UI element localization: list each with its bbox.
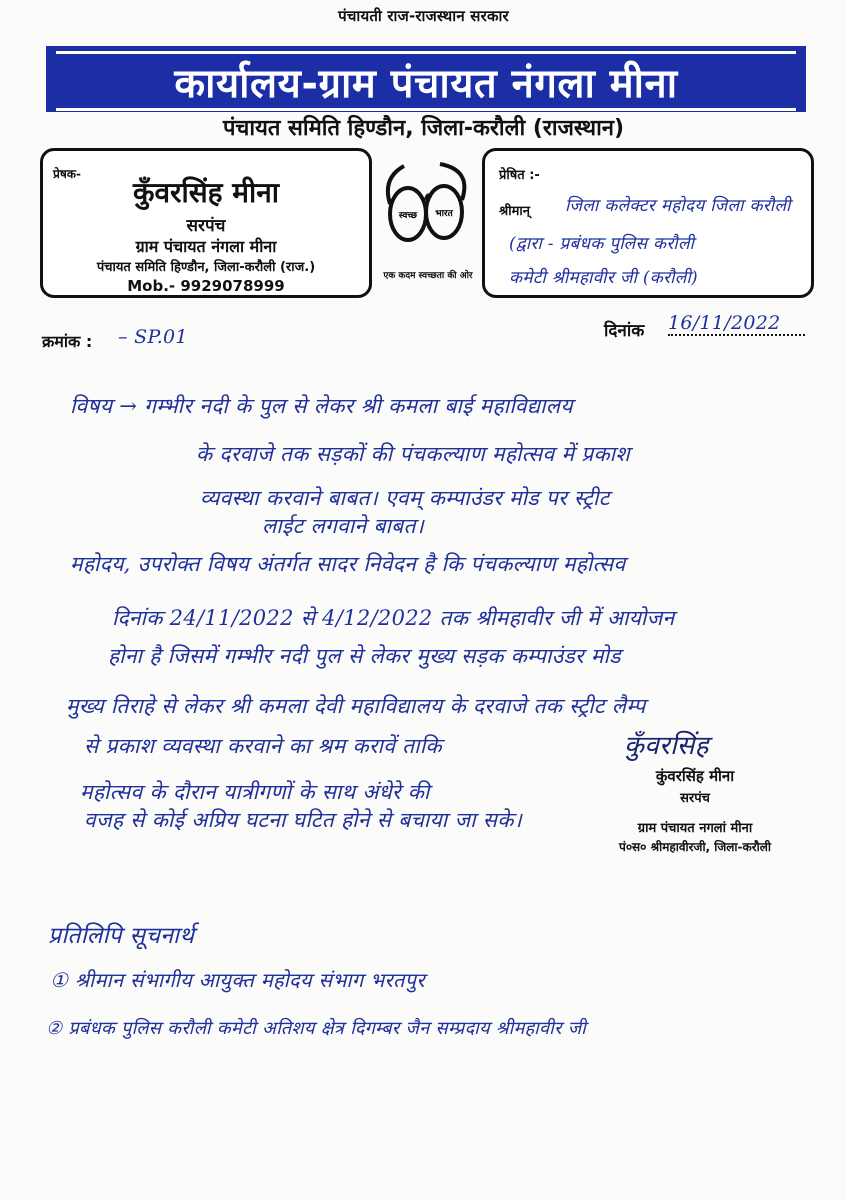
recipient-line: (द्वारा - प्रबंधक पुलिस करौली: [509, 234, 695, 254]
date-label: दिनांक: [604, 321, 645, 341]
subject-line: लाईट लगवाने बाबत।: [262, 514, 425, 538]
sender-box: [40, 148, 372, 298]
office-subtitle: पंचायत समिति हिण्डौन, जिला-करौली (राजस्थान): [222, 116, 625, 141]
subject-line: विषय → गम्भीर नदी के पुल से लेकर श्री कमला बाई महाविद्यालय: [70, 394, 573, 418]
subject-line: के दरवाजे तक सड़कों की पंचकल्याण महोत्सव में प्रकाश: [196, 442, 630, 466]
spectacles-icon: [380, 150, 476, 268]
recipient-box: [482, 148, 814, 298]
body-line: मुख्य तिराहे से लेकर श्री कमला देवी महाविद्यालय के दरवाजे तक स्ट्रीट लैम्प: [66, 694, 646, 718]
sender-designation: सरपंच: [186, 216, 226, 236]
recipient-line: जिला कलेक्टर महोदय जिला करौली: [565, 196, 791, 216]
body-line: से प्रकाश व्यवस्था करवाने का श्रम करावें ताकि: [84, 734, 442, 758]
swachh-bharat-logo: [380, 150, 476, 290]
body-line: महोत्सव के दौरान यात्रीगणों के साथ अंधेरे की: [80, 780, 430, 804]
signatory-panchayat: ग्राम पंचायत नगलां मीना: [637, 821, 753, 836]
logo-right-text: भारत: [435, 209, 453, 219]
sender-panchayat: ग्राम पंचायत नंगला मीना: [135, 237, 277, 256]
body-line: होना है जिसमें गम्भीर नदी पुल से लेकर मुख्य सड़क कम्पाउंडर मोड: [108, 644, 621, 668]
subject-line: व्यवस्था करवाने बाबत। एवम् कम्पाउंडर मोड पर स्ट्रीट: [200, 486, 610, 510]
sender-mobile: Mob.- 9929078999: [127, 277, 285, 295]
signatory-name: कुंवरसिंह मीना: [655, 767, 735, 785]
signatory-location: पं०स० श्रीमहावीरजी, जिला-करौली: [619, 840, 771, 854]
office-banner: [46, 46, 806, 112]
body-line: दिनांक 24/11/2022 से 4/12/2022 तक श्रीमहावीर जी में आयोजन: [112, 606, 675, 630]
government-header: पंचायती राज-राजस्थान सरकार: [338, 7, 509, 25]
date-value: 16/11/2022: [668, 312, 805, 336]
sender-samiti: पंचायत समिति हिण्डौन, जिला-करौली (राज.): [96, 260, 316, 275]
sender-name: कुँवरसिंह मीना: [132, 176, 280, 209]
number-label: क्रमांक :: [42, 332, 93, 351]
office-title: कार्यालय-ग्राम पंचायत नंगला मीना: [56, 51, 796, 111]
body-line: वजह से कोई अप्रिय घटना घटित होने से बचाया जा सके।: [84, 808, 522, 832]
body-line: महोदय, उपरोक्त विषय अंतर्गत सादर निवेदन है कि पंचकल्याण महोत्सव: [70, 552, 626, 576]
sender-label: प्रेषक-: [53, 167, 81, 181]
copy-to-item: ② प्रबंधक पुलिस करौली कमेटी अतिशय क्षेत्र दिगम्बर जैन सम्प्रदाय श्रीमहावीर जी: [46, 1018, 587, 1039]
signature-block: [590, 766, 800, 855]
recipient-prefix: श्रीमान्: [499, 204, 530, 219]
copy-to-heading: प्रतिलिपि सूचनार्थ: [48, 923, 195, 949]
signatory-designation: सरपंच: [680, 791, 710, 806]
copy-to-item: ① श्रीमान संभागीय आयुक्त महोदय संभाग भरतपुर: [50, 968, 425, 992]
recipient-line: कमेटी श्रीमहावीर जी (करौली): [509, 268, 698, 288]
recipient-label: प्रेषित :-: [499, 168, 540, 183]
number-value: – SP.01: [118, 326, 188, 348]
logo-left-text: स्वच्छ: [398, 211, 418, 221]
handwritten-signature: कुँवरसिंह: [624, 731, 709, 761]
logo-caption: एक कदम स्वच्छता की ओर: [383, 271, 473, 281]
